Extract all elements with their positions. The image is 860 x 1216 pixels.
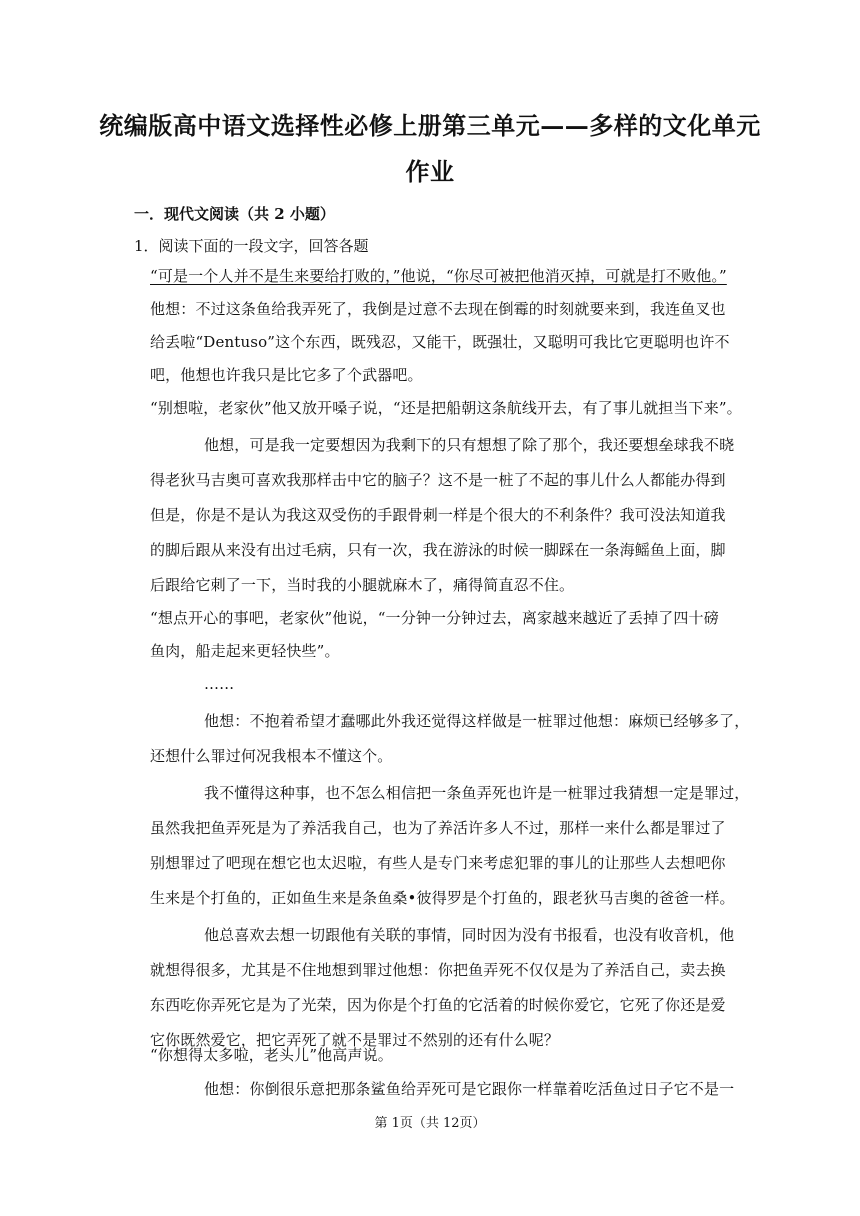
document-title-line-2: 作业 xyxy=(405,158,455,186)
passage-line: 他总喜欢去想一切跟他有关联的事情，同时因为没有书报看，也没有收音机，他 xyxy=(204,926,735,944)
passage-line: “你想得太多啦，老头儿”他高声说。 xyxy=(150,1046,393,1064)
passage-line: 生来是个打鱼的，正如鱼生来是条鱼桑•彼得罗是个打鱼的，跟老狄马吉奥的爸爸一样。 xyxy=(150,889,735,907)
passage-line: 就想得很多，尤其是不住地想到罪过他想：你把鱼弄死不仅仅是为了养活自己，卖去换 xyxy=(150,961,726,979)
passage-line: “别想啦，老家伙”他又放开嗓子说，“还是把船朝这条航线开去，有了事儿就担当下来”。 xyxy=(150,399,742,417)
passage-line: 他想，可是我一定要想因为我剩下的只有想想了除了那个，我还要想垒球我不晓 xyxy=(204,436,735,454)
passage-line: 他想：不过这条鱼给我弄死了，我倒是过意不去现在倒霉的时刻就要来到，我连鱼叉也 xyxy=(150,300,726,318)
passage-line: 还想什么罪过何况我根本不懂这个。 xyxy=(150,747,393,765)
passage-line: 别想罪过了吧现在想它也太迟啦，有些人是专门来考虑犯罪的事儿的让那些人去想吧你 xyxy=(150,854,726,872)
passage-line: 后跟给它刺了一下，当时我的小腿就麻木了，痛得简直忍不住。 xyxy=(150,576,575,594)
passage-line: 他想：不抱着希望才蠢哪此外我还觉得这样做是一桩罪过他想：麻烦已经够多了， xyxy=(204,712,750,730)
ellipsis-line: …… xyxy=(204,675,235,693)
passage-line: 的脚后跟从来没有出过毛病，只有一次，我在游泳的时候一脚踩在一条海鳐鱼上面，脚 xyxy=(150,541,726,559)
passage-line: “想点开心的事吧，老家伙”他说，“一分钟一分钟过去，离家越来越近了丢掉了四十磅 xyxy=(150,609,719,627)
passage-line: 东西吃你弄死它是为了光荣，因为你是个打鱼的它活着的时候你爱它，它死了你还是爱 xyxy=(150,996,726,1014)
passage-line: 它你既然爱它，把它弄死了就不是罪过不然别的还有什么呢？ xyxy=(150,1031,560,1049)
passage-line: 虽然我把鱼弄死是为了养活我自己，也为了养活许多人不过，那样一来什么都是罪过了 xyxy=(150,819,726,837)
passage-line: 给丢啦“Dentuso”这个东西，既残忍，又能干，既强壮，又聪明可我比它更聪明也许不 xyxy=(150,333,730,351)
section-heading: 一．现代文阅读（共 2 小题） xyxy=(134,205,335,223)
page-footer: 第 1页（共 12页） xyxy=(374,1116,486,1131)
document-title-line-1: 统编版高中语文选择性必修上册第三单元——多样的文化单元 xyxy=(99,112,761,140)
passage-line-underlined: “可是一个人并不是生来要给打败的，”他说，“你尽可被把他消灭掉，可就是打不败他。” xyxy=(150,267,727,285)
passage-line: 鱼肉，船走起来更轻快些”。 xyxy=(150,642,340,660)
passage-line: 他想：你倒很乐意把那条鲨鱼给弄死可是它跟你一样靠着吃活鱼过日子它不是一 xyxy=(204,1080,735,1098)
passage-line: 得老狄马吉奥可喜欢我那样击中它的脑子？这不是一桩了不起的事儿什么人都能办得到 xyxy=(150,471,726,489)
question-label: 1．阅读下面的一段文字，回答各题 xyxy=(134,237,369,255)
passage-line: 但是，你是不是认为我这双受伤的手跟骨刺一样是个很大的不利条件？我可没法知道我 xyxy=(150,506,726,524)
passage-line: 我不懂得这种事，也不怎么相信把一条鱼弄死也许是一桩罪过我猜想一定是罪过， xyxy=(204,784,750,802)
passage-line: 吧，他想也许我只是比它多了个武器吧。 xyxy=(150,366,423,384)
